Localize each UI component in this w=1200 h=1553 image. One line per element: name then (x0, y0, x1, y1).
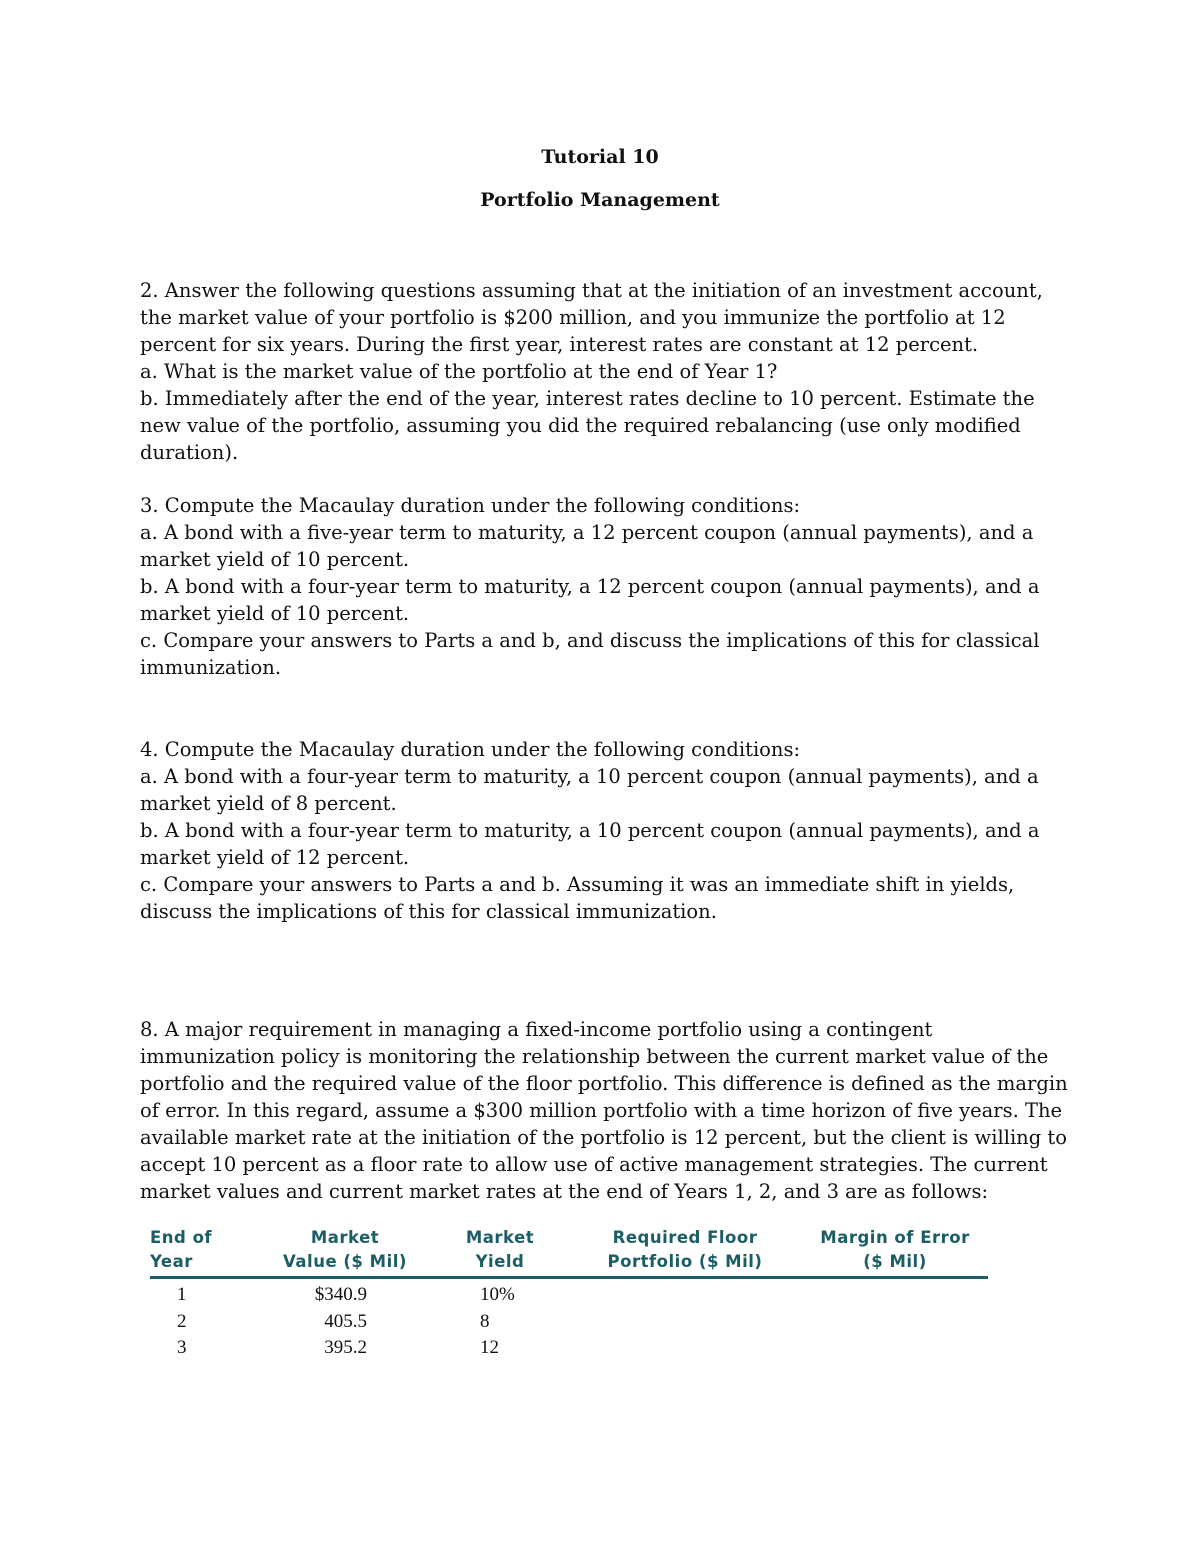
question-4 (140, 736, 1070, 925)
margin-of-error-table (140, 1226, 990, 1358)
cell-year: 3 (177, 1337, 187, 1358)
question-4-part-b: b. A bond with a four-year term to maturity, a 10 percent coupon (annual payments), and a market yield of 12 percent. (140, 819, 1040, 869)
page-subtitle: Portfolio Management (480, 189, 720, 211)
question-4-part-a: a. A bond with a four-year term to maturity, a 10 percent coupon (annual payments), and a market yield of 8 percent. (140, 765, 1039, 815)
question-3-part-b: b. A bond with a four-year term to maturity, a 12 percent coupon (annual payments), and a market yield of 10 percent. (140, 575, 1040, 625)
question-8 (140, 1016, 1070, 1205)
question-3-part-a: a. A bond with a five-year term to maturity, a 12 percent coupon (annual payments), and a market yield of 10 percent. (140, 521, 1034, 571)
cell-market-yield: 12 (480, 1337, 499, 1358)
table-row (140, 1335, 990, 1362)
cell-market-value: $340.9 (314, 1284, 367, 1305)
question-8-text: 8. A major requirement in managing a fixed-income portfolio using a contingent immunization policy is monitoring the relationship between the current market value of the portfolio and the required value of the floor portfolio. This difference is defined as the margin of error. In this regard, assume a $300 million portfolio with a time horizon of five years. The available market rate at the initiation of the portfolio is 12 percent, but the client is willing to accept 10 percent as a floor rate to allow use of active management strategies. The current market values and current market rates at the end of Years 1, 2, and 3 are as follows: (140, 1018, 1068, 1203)
cell-market-yield: 8 (480, 1310, 490, 1332)
question-3-part-c: c. Compare your answers to Parts a and b, and discuss the implications of this for classical immunization. (140, 629, 1040, 679)
question-2-stem: 2. Answer the following questions assuming that at the initiation of an investment account, the market value of your portfolio is $200 million, and you immunize the portfolio at 12 percent for six years. During the first year, interest rates are constant at 12 percent. (140, 279, 1043, 356)
page-title: Tutorial 10 (541, 146, 659, 168)
question-2-part-b: b. Immediately after the end of the year, interest rates decline to 10 percent. Estimate the new value of the portfolio, assuming you did the required rebalancing (use only modified duration). (140, 387, 1035, 464)
cell-year: 1 (177, 1284, 187, 1305)
question-2 (140, 277, 1070, 466)
cell-market-value: 395.2 (324, 1337, 367, 1358)
table-body (140, 1282, 990, 1362)
cell-market-value: 405.5 (324, 1310, 367, 1332)
question-3 (140, 492, 1070, 681)
table-header (140, 1226, 990, 1274)
table-header-rule (150, 1276, 988, 1279)
column-header-required-floor: Required Floor Portfolio ($ Mil) (607, 1228, 763, 1271)
question-2-part-a: a. What is the market value of the portfolio at the end of Year 1? (140, 360, 778, 383)
table-row (140, 1282, 990, 1309)
question-4-stem: 4. Compute the Macaulay duration under the following conditions: (140, 738, 801, 761)
column-header-market-yield: Market Yield (465, 1228, 535, 1271)
question-4-part-c: c. Compare your answers to Parts a and b. Assuming it was an immediate shift in yields, discuss the implications of this for classical immunization. (140, 873, 1015, 923)
question-3-stem: 3. Compute the Macaulay duration under the following conditions: (140, 494, 801, 517)
table-row (140, 1309, 990, 1336)
column-header-end-of-year: End of Year (150, 1228, 213, 1271)
cell-year: 2 (177, 1310, 187, 1332)
column-header-margin-of-error: Margin of Error ($ Mil) (820, 1228, 970, 1271)
column-header-market-value: Market Value ($ Mil) (283, 1228, 407, 1271)
cell-market-yield: 10% (480, 1284, 515, 1305)
